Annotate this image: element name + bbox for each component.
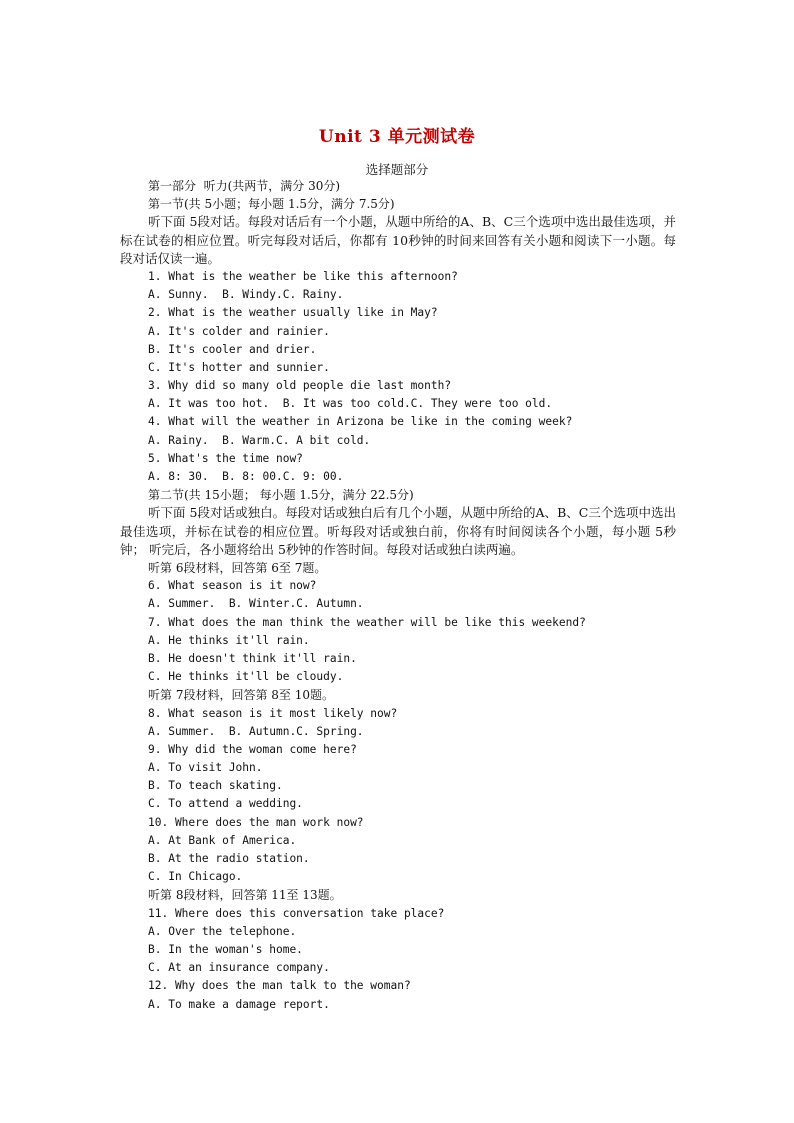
section2-instruction: 听下面 5段对话或独白。每段对话或独白后有几个小题，从题中所给的A、B、C三个选项中选出最佳选项，并标在试卷的相应位置。听每段对话或独白前，你将有时间阅读各个小题，每小题 5秒钟； 听完后，各小题将给出 5秒钟的作答时间。每段对话或独白读两遍。 [120,505,676,557]
question: 9. Why did the woman come here? [148,742,357,756]
material-heading: 听第 7段材料，回答第 8至 10题。 [148,688,334,703]
answer-option: C. It's hotter and sunnier. [148,360,330,374]
answer-option: A. To visit John. [148,761,263,775]
material-heading: 听第 6段材料，回答第 6至 7题。 [148,561,327,575]
section-subtitle: 选择题部分 [365,162,429,177]
page-title: Unit 3 单元测试卷 [318,127,476,147]
answer-option: B. To teach skating. [148,779,283,793]
answer-option: A. Over the telephone. [148,924,297,938]
answer-option: C. To attend a wedding. [148,797,303,811]
answer-option: C. At an insurance company. [148,961,330,975]
question: 12. Why does the man talk to the woman? [148,979,411,993]
question: 4. What will the weather in Arizona be like in the coming week? [148,415,573,429]
question: 11. Where does this conversation take place? [148,906,445,920]
answer-options: A. Summer. B. Autumn.C. Spring. [148,724,364,738]
section1-heading: 第一节(共 5小题；每小题 1.5分，满分 7.5分) [148,197,395,212]
exam-content [120,177,676,1014]
answer-option: B. At the radio station. [148,852,310,865]
answer-option: A. He thinks it'll rain. [148,633,310,647]
material-heading: 听第 8段材料，回答第 11至 13题。 [148,888,342,903]
answer-options: A. 8: 30. B. 8: 00.C. 9: 00. [148,470,344,484]
question: 10. Where does the man work now? [148,815,364,829]
answer-option: C. He thinks it'll be cloudy. [148,670,344,684]
question: 2. What is the weather usually like in May? [148,306,438,320]
question: 8. What season is it most likely now? [148,706,398,720]
question: 3. Why did so many old people die last month? [148,379,452,393]
section1-instruction: 听下面 5段对话。每段对话后有一个小题，从题中所给的A、B、C三个选项中选出最佳选项，并标在试卷的相应位置。听完每段对话后，你都有 10秒钟的时间来回答有关小题和阅读下一小题。每段对话仅读一遍。 [120,214,676,266]
answer-option: C. In Chicago. [148,870,243,884]
question: 6. What season is it now? [148,579,317,593]
question: 1. What is the weather be like this afternoon? [148,269,458,283]
answer-option: A. To make a damage report. [148,997,330,1011]
answer-option: B. It's cooler and drier. [148,342,317,356]
question: 5. What's the time now? [148,451,303,465]
part-heading: 第一部分 听力(共两节，满分 30分) [148,179,341,193]
answer-option: A. It's colder and rainier. [148,324,330,338]
answer-options: A. Rainy. B. Warm.C. A bit cold. [148,433,371,447]
answer-options: A. Sunny. B. Windy.C. Rainy. [148,288,344,302]
answer-options: A. Summer. B. Winter.C. Autumn. [148,597,364,611]
answer-option: A. At Bank of America. [148,833,297,847]
answer-option: B. In the woman's home. [148,942,303,956]
answer-option: B. He doesn't think it'll rain. [148,651,357,665]
answer-options: A. It was too hot. B. It was too cold.C. They were too old. [148,397,553,411]
section2-heading: 第二节(共 15小题； 每小题 1.5分，满分 22.5分) [148,488,414,503]
question: 7. What does the man think the weather will be like this weekend? [148,615,586,629]
